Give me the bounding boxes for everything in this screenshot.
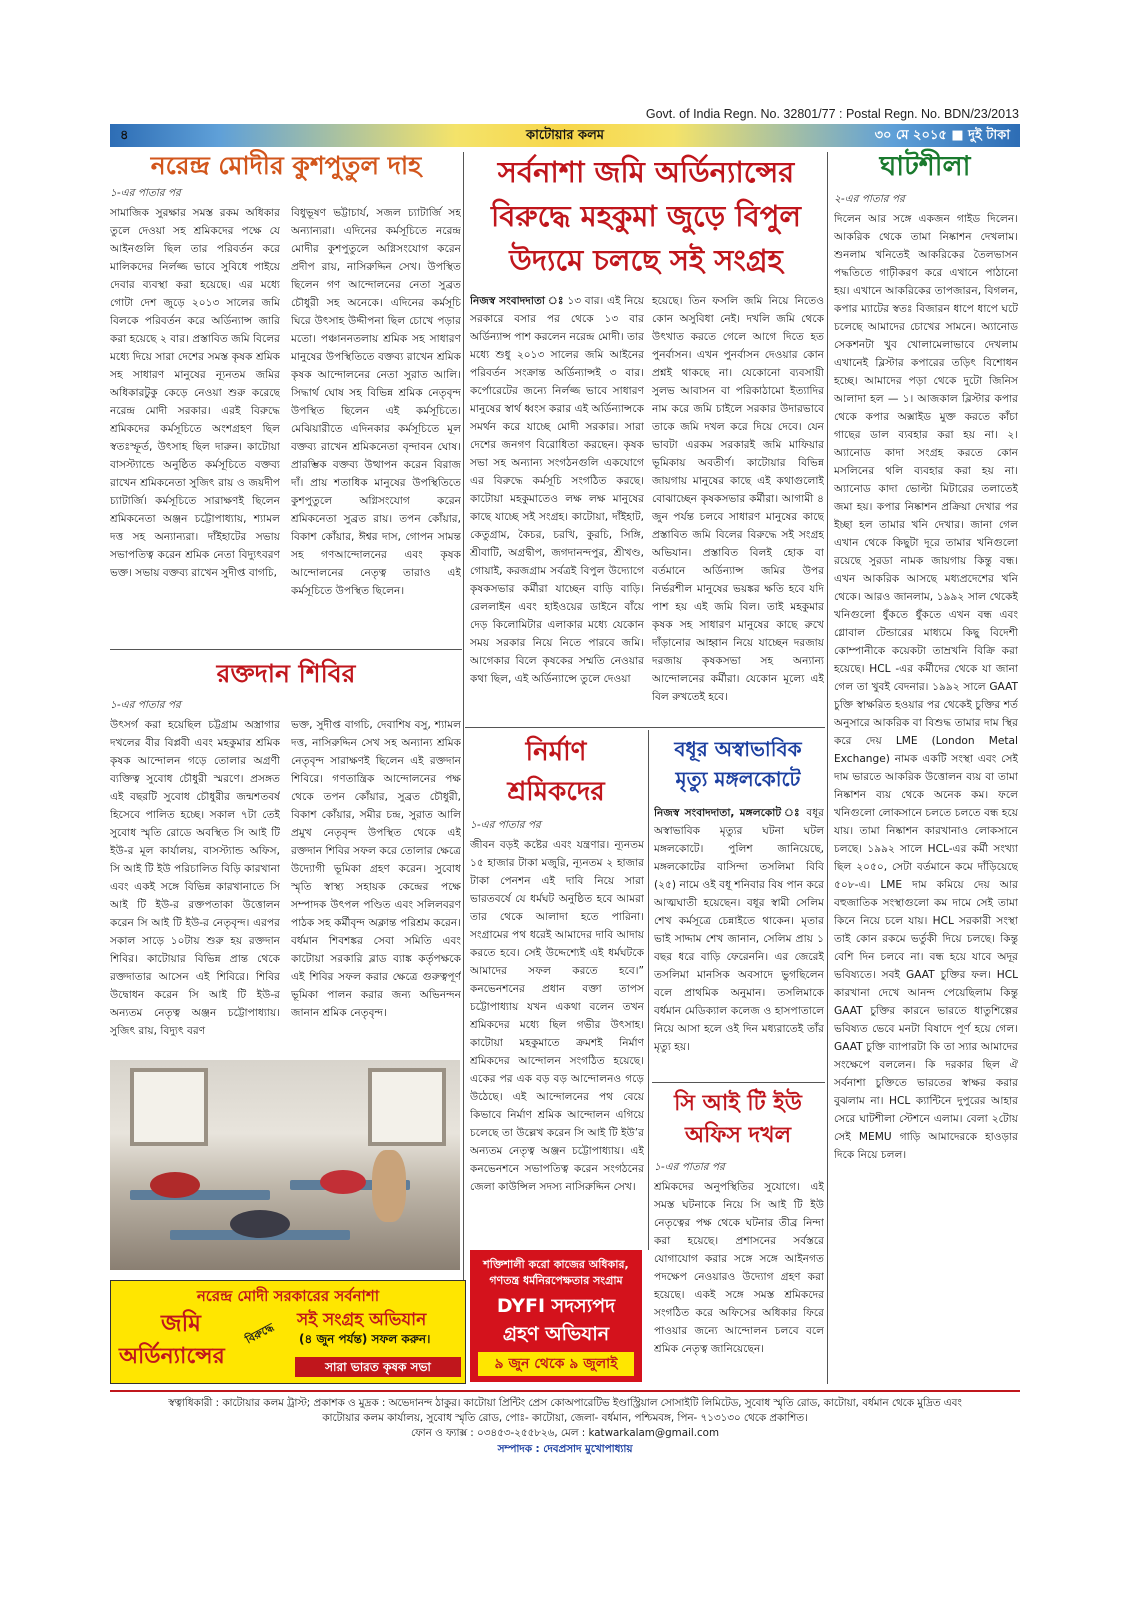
dyfi-advertisement: [470, 1250, 642, 1382]
footer-editor: সম্পাদক : দেবপ্রসাদ মুখোপাধ্যায়: [497, 1443, 633, 1455]
article3-continuation: ১-এর পাতার পর: [470, 819, 541, 831]
footer-line2: কাটোয়ার কলম কার্যালয়, সুবোধ স্মৃতি রোড, পোঃ- কাটোয়া, জেলা- বর্ধমান, পশ্চিমবঙ্গ, পিন- ৭১৩১৩০ থেকে প্রকাশিত।: [322, 1412, 808, 1424]
page-number: ৪: [120, 128, 129, 143]
photo-person: [150, 1172, 200, 1198]
ad-dyfi-dates: ৯ জুন থেকে ৯ জুলাই: [478, 1352, 634, 1376]
article1-col2: বিধুভূষণ ভট্টাচার্য, সজল চ্যাটার্জি সহ অন্যান্যরা। এদিনের কর্মসূচিতে নরেন্দ্র মোদীর কুশপুতুলে অগ্নিসংযোগ করেন প্রদীপ রায়, নাসিরুদ্দিন সেখ। উপস্থিত ছিলেন গণ আন্দোলনের নেতা সুব্রত চৌধুরী সহ অনেকে। এদিনের কর্মসূচি ঘিরে উৎসাহ উদ্দীপনা ছিল চোখে পড়ার মতো। পঞ্চাননতলায় শ্রমিক সহ সাধারণ মানুষের উপস্থিতিতে বক্তব্য রাখেন শ্রমিক কৃষক আন্দোলনের নেতা সুরাত আলি। সিদ্ধার্থ ঘোষ সহ বিভিন্ন শ্রমিক নেতৃবৃন্দ উপস্থিত ছিলেন এই কর্মসূচিতে। মেঝিয়ারীতে এদিনকার কর্মসূচিতে মূল বক্তব্য রাখেন শ্রমিকনেতা বৃন্দাবন ঘোষ। প্রারম্ভিক বক্তব্য উত্থাপন করেন বিরাজ দাঁ। প্রায় শতাধিক মানুষের উপস্থিতিতে কুশপুতুলে অগ্নিসংযোগ করেন শ্রমিকনেতা সুব্রত রায়। তপন কোঁয়ার, বিকাশ কোঁয়ার, ঈশ্বর দাস, গোপন সামন্ত সহ গণআন্দোলনের এবং কৃষক আন্দোলনের নেতৃত্ব তারাও এই কর্মসূচিতে উপস্থিত ছিলেন।: [291, 207, 461, 597]
article5-headline-line1: সি আই টি ইউ: [674, 1091, 802, 1116]
article5-continuation: ১-এর পাতার পর: [654, 1161, 725, 1173]
article4-body-text: বধূর অস্বাভাবিক মৃত্যুর ঘটনা ঘটল মঙ্গলকোটে। পুলিশ জানিয়েছে, মঙ্গলকোটের বাসিন্দা তসলিমা বিবি (২৫) নামে ওই বধূ শনিবার বিষ পান করে আত্মঘাতী হয়েছেন। বধূর স্বামী সেলিম শেখ কর্মসূত্রে চেন্নাইতে থাকেন। মৃতার ভাই সাদ্দাম শেখ জানান, সেলিম প্রায় ১ বছর ধরে বাড়ি ফেরেননি। এর জেরেই তসলিমা মানসিক অবসাদে ভুগছিলেন বলে প্রাথমিক অনুমান। তসলিমাকে বর্ধমান মেডিক্যাল কলেজ ও হাসপাতালে নিয়ে আসা হলে ওই দিন মধ্যরাতেই তাঁর মৃত্যু হয়।: [654, 807, 824, 1053]
column-rule-right: [827, 152, 828, 1384]
article6-headline: ঘাটশীলা: [879, 151, 971, 182]
date-price: ৩০ মে ২০১৫ ■ দুই টাকা: [874, 128, 1010, 143]
article4-body: [654, 804, 824, 1080]
article2-col1: উৎসর্গ করা হয়েছিল চট্টগ্রাম অস্ত্রাগার দখলের বীর বিপ্লবী এবং মহকুমার শ্রমিক কৃষক আন্দোলন গড়ে তোলার অগ্রণী ব্যক্তিত্ব সুবোধ চৌধুরী স্মরণে। প্রসঙ্গত এই বছরটি সুবোধ চৌধুরীর জন্মশতবর্ষ হিসেবে পালিত হচ্ছে। সকাল ৭টা তেই সুবোধ স্মৃতি রোডে অবস্থিত সি আই টি ইউ-র মূল কার্যালয়, বাসস্ট্যান্ড অফিস, সি আই টি ইউ পরিচালিত বিড়ি কারখানা এবং একই সঙ্গে বিভিন্ন কারখানাতে সি আই টি ইউ-র রক্তপতাকা উত্তোলন করেন সি আই টি ইউ-র নেতৃবৃন্দ। এরপর সকাল সাড়ে ১০টায় শুরু হয় রক্তদান শিবির। কাটোয়ার বিভিন্ন প্রান্ত থেকে রক্তদাতার আসেন এই শিবিরে। শিবির উদ্বোধন করেন সি আই টি ইউ-র অন্যতম নেতৃত্ব অঞ্জন চট্টোপাধ্যায়। সুজিৎ রায়, বিদ্যুৎ বরণ: [110, 719, 280, 1037]
ad-kisan-till: (৪ জুন পর্যন্ত) সফল করুন।: [299, 1332, 431, 1346]
rule-article4: [652, 1082, 825, 1083]
ad-kisan-left2: অর্ডিন্যান্সের: [119, 1344, 225, 1369]
ad-dyfi-line2: গণতন্ত্র ধর্মনিরপেক্ষতার সংগ্রাম: [489, 1274, 623, 1287]
footer-line1: স্বত্বাধিকারী : কাটোয়ার কলম ট্রাস্ট; প্রকাশক ও মুদ্রক : অভেদানন্দ ঠাকুর। কাটোয়া প্রিন্টিং প্রেস কোঅপারেটিভ ইণ্ডাস্ট্রিয়াল সোসাইটি লিমিটেড, সুবোধ স্মৃতি রোড, কাটোয়া, বর্ধমান থেকে মুদ্রিত এবং: [168, 1397, 962, 1409]
article1-headline: নরেন্দ্র মোদীর কুশপুতুল দাহ: [150, 151, 422, 180]
lead-col2: হয়েছে। তিন ফসলি জমি নিয়ে নিতেও কোন অসুবিধা নেই। দখলি জমি থেকে উৎখাত করতে গেলে আগে দিতে হত পুনর্বাসন। এখন পুনর্বাসন দেওয়ার কোন প্রশ্নই থাকছে না। যেকোনো ব্যবসায়ী সুলভ আবাসন বা পরিকাঠামো ইত্যাদির নাম করে জমি চাইলে সরকার উদারভাবে তাকে জমি দখল করে দিয়ে দেবে। যেন ভাবটা এরকম সরকারই জমি মাফিয়ার ভূমিকায় অবতীর্ণ। কাটোয়ার বিভিন্ন জায়গায় মানুষের কাছে এই কথাগুলোই বোঝাচ্ছেন কৃষকসভার কর্মীরা। আগামী ৪ জুন পর্যন্ত চলবে সাধারণ মানুষের কাছে প্রস্তাবিত জমি বিলের বিরুদ্ধে সই সংগ্রহ অভিযান। প্রস্তাবিত বিলই হোক বা বর্তমানে অর্ডিন্যান্স জমির উপর নির্ভরশীল মানুষের ভয়ঙ্কর ক্ষতি হবে যদি পাশ হয় এই জমি বিল। তাই মহকুমার কৃষক সহ সাধারণ মানুষের কাছে রুখে দাঁড়ানোর আহ্বান নিয়ে যাচ্ছেন দরজায় দরজায় কৃষকসভা সহ অন্যান্য আন্দোলনের কর্মীরা। যেকোন মূল্যে এই বিল রুখতেই হবে।: [652, 295, 824, 703]
ad-dyfi-line3: DYFI সদস্যপদ: [496, 1295, 616, 1317]
paper-title: কাটোয়ার কলম: [525, 128, 605, 143]
article3-body: জীবন বড়ই কষ্টের এবং যন্ত্রণার। ন্যূনতম ১৫ হাজার টাকা মজুরি, ন্যূনতম ২ হাজার টাকা পেনশন এই দাবি নিয়ে সারা ভারতবর্ষে যে ধর্মঘট অনুষ্ঠিত হবে আমরা তার থেকে আলাদা হতে পারিনা। সংগ্রামের পথ ধরেই আমাদের দাবি আদায় করতে হবে। সেই উদ্দেশ্যেই এই ধর্মঘটকে আমাদের সফল করতে হবে।” কনভেনশনের প্রধান বক্তা তাপস চট্টোপাধ্যায় যখন একথা বলেন তখন শ্রমিকদের মধ্যে ছিল গভীর উৎসাহ। কাটোয়া মহকুমাতে ক্রমশই নির্মাণ শ্রমিকদের আন্দোলন সংগঠিত হয়েছে। একের পর এক বড় বড় আন্দোলনও গড়ে উঠেছে। এই আন্দোলনের পথ বেয়ে কিভাবে নির্মাণ শ্রমিক আন্দোলন এগিয়ে চলেছে তা উল্লেখ করেন সি আই টি ইউ’র অন্যতম নেতৃত্ব অঞ্জন চট্টোপাধ্যায়। এই কনভেনশনে সভাপতিত্ব করেন সংগঠনের জেলা কাউন্সিল সদস্য নাসিরুদ্দিন সেখ।: [470, 839, 644, 1193]
article6-body: দিলেন আর সঙ্গে একজন গাইড দিলেন। আকরিক থেকে তামা নিষ্কাশন দেখলাম। শুনলাম খনিতেই আকরিকের তৈলভাসন পদ্ধতিতে গাঢ়ীকরণ করে এখানে পাঠানো হয়। এখানে আকরিকের তাপজারন, বিগলন, কপার ম্যাটের স্বতঃ বিজারন ধাপে ধাপে ঘটে চলেছে আমাদের চোখের সামনে। অ্যানোড সেকশনটা খুব খোলামেলাভাবে দেখলাম এখানেই ব্লিস্টার কপারের তড়িৎ বিশোধন হচ্ছে। আমাদের পড়া থেকে দুটো জিনিস আলাদা হল — ১। আজকাল ব্লিস্টার কপার থেকে কপার অক্সাইড মুক্ত করতে কাঁচা গাছের ডাল ব্যবহার করা হয় না। ২। অ্যানোড কাদা সংগ্রহ করতে কোন মসলিনের থলি ব্যবহার করা হয় না। অ্যানোড কাদা ভোল্টা মিটারের তলাতেই জমা হয়। কপার নিষ্কাশন প্রক্রিয়া দেখার পর ইচ্ছা হল তামার খনি দেখার। জানা গেল এখান থেকে কিছুটা দূরে তামার খনিগুলো রয়েছে সুরডা নামক জায়গায় কিন্তু বন্ধ। এখন আকরিক আসছে মধ্যপ্রদেশের খনি থেকে। আরও জানলাম, ১৯৯২ সাল থেকেই খনিগুলো ধুঁকতে ধুঁকতে এখন বন্ধ এবং গ্লোবাল টেন্ডারের মাধ্যমে কিছু বিদেশী কোম্পানীকে কয়েকটা তাম্রখনি বিক্রি করা হয়েছে। HCL -এর কর্মীদের থেকে যা জানা গেল তা খুবই বেদনার। ১৯৯২ সালে GAAT চুক্তি স্বাক্ষরিত হওয়ার পর থেকেই চুক্তির শর্ত অনুসারে আকরিক বা বিশুদ্ধ তামার দাম স্থির করে দেয় LME (London Metal Exchange) নামক একটি সংস্থা এবং সেই দাম ভারতে আকরিক উত্তোলন ব্যয় বা তামা নিষ্কাশন ব্যয় থেকে অনেক কম। ফলে খনিগুলো লোকসানে চলতে চলতে বন্ধ হয়ে যায়। তামা নিষ্কাশন কারখানাও লোকসানে চলছে। ১৯৯২ সালে HCL-এর কর্মী সংখ্যা ছিল ২০৫০, সেটা বর্তমানে কমে দাঁড়িয়েছে ৫০৮-এ। LME দাম কমিয়ে দেয় আর বহুজাতিক সংস্থাগুলো কম দামে সেই তামা কিনে নিয়ে চলে যায়। HCL সরকারী সংস্থা তাই কোন রকমে ভর্তুকী দিয়ে চলছে। কিন্তু বেশি দিন চলবে না। বন্ধ হয়ে যাবে অদূর ভবিষ্যতে। সবই GAAT চুক্তির ফল। HCL কারখানা দেখে আনন্দ পেয়েছিলাম কিন্তু GAAT চুক্তির কারনে ভারতে ধাতুশিল্পের ভবিষ্যত ভেবে মনটা বিষাদে পূর্ণ হয়ে গেল। GAAT চুক্তি ব্যাপারটা কি তা স্যার আমাদের সংক্ষেপে বললেন। কি দরকার ছিল ঐ সর্বনাশা চুক্তিতে ভারতের স্বাক্ষর করার বুঝলাম না। HCL ক্যান্টিনে দুপুরের আহার সেরে ঘাটশীলা স্টেশনে এলাম। বেলা ২টোয় সেই MEMU গাড়ি আমাদেরকে হাওড়ার দিকে নিয়ে চলল।: [834, 213, 1018, 1161]
registration-line: Govt. of India Regn. No. 32801/77 : Postal Regn. No. BDN/23/2013: [645, 107, 1019, 121]
masthead-band: [110, 124, 1020, 147]
photo-person: [372, 1150, 406, 1222]
article1-continuation: ১-এর পাতার পর: [110, 187, 181, 199]
ad-kisan-left1: জমি: [161, 1311, 201, 1337]
article2-continuation: ১-এর পাতার পর: [110, 699, 181, 711]
lead-dateline: নিজস্ব সংবাদদাতা ঃ: [470, 295, 564, 307]
kisan-sabha-advertisement: [110, 1280, 466, 1384]
article4-dateline: নিজস্ব সংবাদদাতা, মঙ্গলকোট ঃ: [654, 807, 802, 819]
article2-headline: রক্তদান শিবির: [216, 659, 356, 688]
article3-headline-line1: নির্মাণ: [525, 737, 587, 767]
photo-person: [320, 1170, 366, 1194]
footer-line3: ফোন ও ফ্যাক্স : ০৩৪৫৩-২৫৫৮২৬, মেল : katwarkalam@gmail.com: [410, 1427, 719, 1439]
ad-kisan-campaign: সই সংগ্রহ অভিযান: [297, 1310, 427, 1330]
ad-dyfi-line1: শক্তিশালী করো কাজের অধিকার,: [483, 1258, 629, 1271]
ad-dyfi-line4: গ্রহণ অভিযান: [502, 1323, 610, 1345]
rule-article1: [110, 649, 462, 650]
lead-col1: [470, 292, 644, 724]
lead-headline-line1: সর্বনাশা জমি অর্ডিন্যান্সের: [497, 155, 795, 189]
rule-lead: [465, 727, 825, 728]
photo-bed: [130, 1190, 270, 1200]
article1-col1: সামাজিক সুরক্ষার সমস্ত রকম অধিকার তুলে দেওয়া সহ শ্রমিকদের পক্ষে যে আইনগুলি ছিল তার পরিবর্তন করে মালিকদের নির্লজ্জ ভাবে সুবিধে পাইয়ে দেবার ব্যবস্থা করা হয়েছে। এর মধ্যে গোটা দেশ জুড়ে ২০১৩ সালের জমি বিলকে পরিবর্তন করে অর্ডিন্যান্স জারি করা হয়েছে ২ বার। প্রস্তাবিত জমি বিলের মধ্যে দিয়ে সারা দেশের সমস্ত কৃষক শ্রমিক সহ সাধারণ মানুষের ন্যূনতম জমির অধিকারটুকু কেড়ে নেওয়া শুরু করেছে নরেন্দ্র মোদী সরকার। এরই বিরুদ্ধে শ্রমিকদের কর্মসূচিতে অংশগ্রহণ ছিল স্বতঃস্ফূর্ত, উৎসাহ ছিল দারুন। কাটোয়া বাসস্ট্যান্ডে অনুষ্ঠিত কর্মসূচিতে বক্তব্য রাখেন শ্রমিকনেতা সুজিৎ রায় ও জয়দীপ চ্যাটার্জি। কর্মসূচিতে সারাক্ষণই ছিলেন শ্রমিকনেতা অঞ্জন চট্টোপাধ্যায়, শ্যামল দত্ত সহ অন্যান্যরা। দাঁইহাটের সভায় সভাপতিত্ব করেন শ্রমিক নেতা বিদ্যুৎবরণ ভক্ত। সভায় বক্তব্য রাখেন সুদীপ্ত বাগচি,: [110, 207, 280, 579]
blood-donation-photo: [110, 1060, 460, 1270]
ad-kisan-org: সারা ভারত কৃষক সভা: [295, 1357, 461, 1377]
article4-headline-line2: মৃত্যু মঙ্গলকোটে: [675, 767, 801, 791]
photo-window: [130, 1068, 208, 1146]
article6-continuation: ২-এর পাতার পর: [834, 193, 905, 205]
photo-window: [368, 1068, 446, 1146]
footer-rule: [110, 1390, 1020, 1392]
lead-col1-text: ১৩ বার। এই নিয়ে সরকারে বসার পর থেকে ১৩ বার অর্ডিন্যান্স পাশ করলেন নরেন্দ্র মোদী। তার মধ্যে শুধু ২০১৩ সালের জমি আইনের পরিবর্তন সংক্রান্ত অর্ডিন্যান্সই ৩ বার। কর্পোরেটের জন্যে নির্লজ্জ ভাবে সাধারণ মানুষের স্বার্থ ধ্বংস করার এই অর্ডিন্যান্সকে সমর্থন করে যাচ্ছে মোদী সরকার। সারা দেশের জনগণ বিরোধিতা করছেন। কৃষক সভা সহ অন্যান্য সংগঠনগুলি একযোগে এর বিরুদ্ধে কর্মসূচি সংগঠিত করছে। কাটোয়া মহকুমাতেও লক্ষ লক্ষ মানুষের কাছে যাচ্ছে সই সংগ্রহ। কাটোয়া, দাঁইহাট, কেতুগ্রাম, কৈচর, চরখি, কুরচি, সিঙ্গি, শ্রীবাটি, অগ্রদ্বীপ, জগদানন্দপুর, শ্রীখণ্ড, গোয়াই, করজগ্রাম সর্বত্রই বিপুল উদ্যোগে কৃষকসভার কর্মীরা যাচ্ছেন বাড়ি বাড়ি। রেললাইন এবং হাইওয়ের ডাইনে বাঁয়ে দেড় কিলোমিটার এলাকার মধ্যে যেকোন সময় সরকার নিয়ে নিতে পারবে জমি। আগেকার বিলে কৃষকের সম্মতি নেওয়ার কথা ছিল, এই অর্ডিন্যান্সে তুলে দেওয়া: [470, 295, 644, 685]
photo-person: [230, 1210, 290, 1238]
article4-headline-line1: বধূর অস্বাভাবিক: [674, 737, 802, 761]
lead-headline-line2: বিরুদ্ধে মহকুমা জুড়ে বিপুল: [490, 199, 802, 233]
article5-headline-line2: অফিস দখল: [684, 1123, 791, 1148]
article5-body: শ্রমিকদের অনুপস্থিতির সুযোগে। এই সমস্ত ঘটনাকে নিয়ে সি আই টি ইউ নেতৃত্বের পক্ষ থেকে ঘটনার তীব্র নিন্দা করা হয়েছে। প্রশাসনের সর্বস্তরে যোগাযোগ করার সঙ্গে সঙ্গে আইনগত পদক্ষেপ নেওয়ারও উদ্যোগ গ্রহণ করা হয়েছে। একই সঙ্গে সমস্ত শ্রমিকদের সংগঠিত করে অফিসের অধিকার ফিরে পাওয়ার জন্যে আন্দোলন চলবে বলে শ্রমিক নেতৃত্ব জানিয়েছেন।: [654, 1181, 824, 1355]
ad-kisan-top: নরেন্দ্র মোদী সরকারের সর্বনাশা: [196, 1287, 380, 1305]
lead-headline-line3: উদ্যমে চলছে সই সংগ্রহ: [509, 243, 783, 277]
column-rule-middle: [648, 730, 649, 1250]
column-rule-left: [463, 152, 464, 1384]
ad-kisan-against: বিরুদ্ধে: [243, 1320, 277, 1347]
article2-col2: ভক্ত, সুদীপ্ত বাগচি, দেবাশিষ বসু, শ্যামল দত্ত, নাসিরুদ্দিন সেখ সহ অন্যান্য শ্রমিক নেতৃবৃন্দ সারাক্ষণই ছিলেন এই রক্তদান শিবিরে। গণতান্ত্রিক আন্দোলনের পক্ষ থেকে তপন কোঁয়ার, সুব্রত চৌধুরী, বিকাশ কোঁয়ার, সমীর চন্দ্র, সুরাত আলি প্রমুখ নেতৃবৃন্দ উপস্থিত থেকে এই রক্তদান শিবির সফল করে তোলার ক্ষেত্রে উদ্যোগী ভূমিকা গ্রহণ করেন। সুবোধ স্মৃতি স্বাস্থ্য সহায়ক কেন্দ্রের পক্ষে সম্পাদক উৎপল পণ্ডিত এবং সলিলবরণ পাঠক সহ কর্মীবৃন্দ অক্লান্ত পরিশ্রম করেন। বর্ধমান শিবশঙ্কর সেবা সমিতি এবং কাটোয়া সরকারি ব্লাড ব্যাঙ্ক কর্তৃপক্ষকে এই শিবির সফল করার ক্ষেত্রে গুরুত্বপূর্ণ ভূমিকা পালন করার জন্য অভিনন্দন জানান শ্রমিক নেতৃবৃন্দ।: [291, 719, 461, 1019]
article3-headline-line2: শ্রমিকদের: [507, 777, 605, 807]
